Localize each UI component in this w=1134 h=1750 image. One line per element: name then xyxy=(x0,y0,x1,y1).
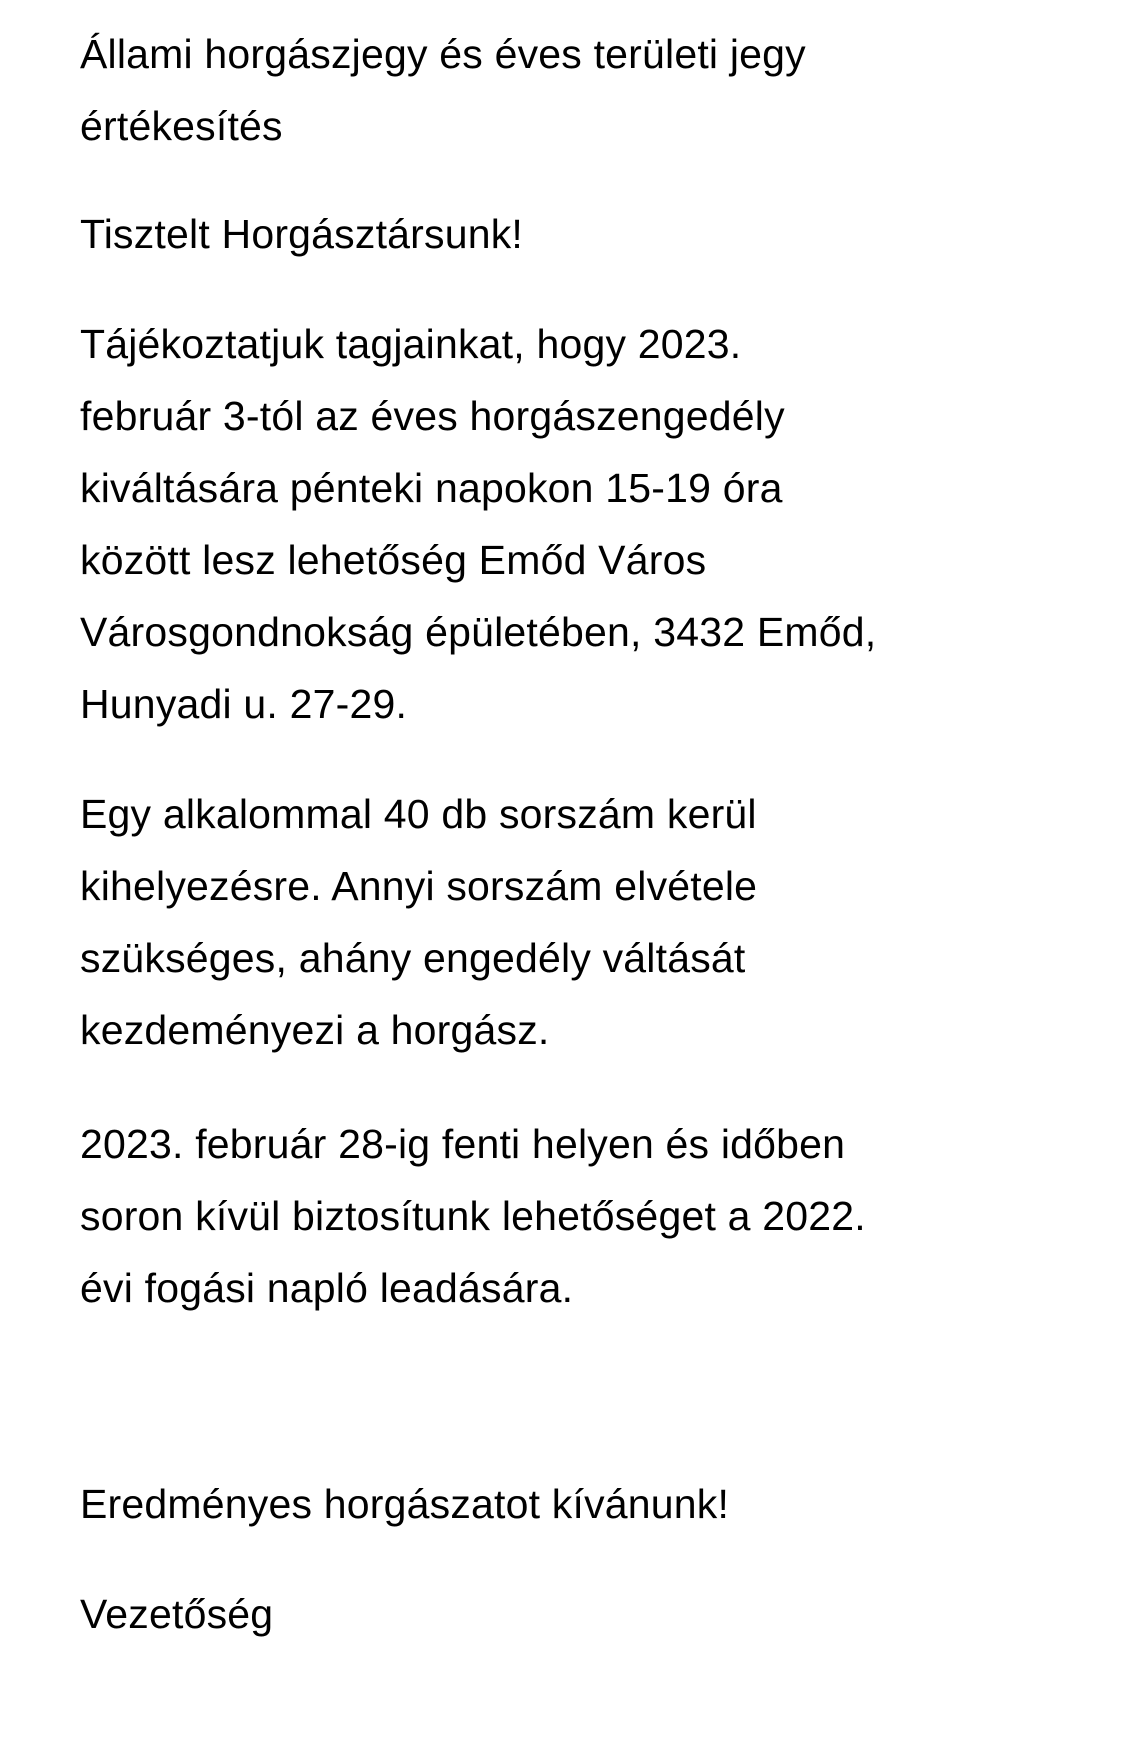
paragraph-catch-log: 2023. február 28-ig fenti helyen és időben soron kívül biztosítunk lehetőséget a 2022. évi fogási napló leadására. xyxy=(80,1121,866,1311)
paragraph-schedule: Tájékoztatjuk tagjainkat, hogy 2023. február 3-tól az éves horgászengedély kiváltására pénteki napokon 15-19 óra között lesz lehetőség Emőd Város Városgondnokság épületében, 3432 Emőd, Hunyadi u. 27-29. xyxy=(80,321,877,727)
closing-wish: Eredményes horgászatot kívánunk! xyxy=(80,1481,730,1527)
signature: Vezetőség xyxy=(80,1591,274,1637)
document-title: Állami horgászjegy és éves területi jegy értékesítés xyxy=(80,31,806,149)
paragraph-ticket-numbers: Egy alkalommal 40 db sorszám kerül kihelyezésre. Annyi sorszám elvétele szükséges, ahány engedély váltását kezdeményezi a horgász. xyxy=(80,791,758,1053)
greeting: Tisztelt Horgásztársunk! xyxy=(80,211,524,257)
